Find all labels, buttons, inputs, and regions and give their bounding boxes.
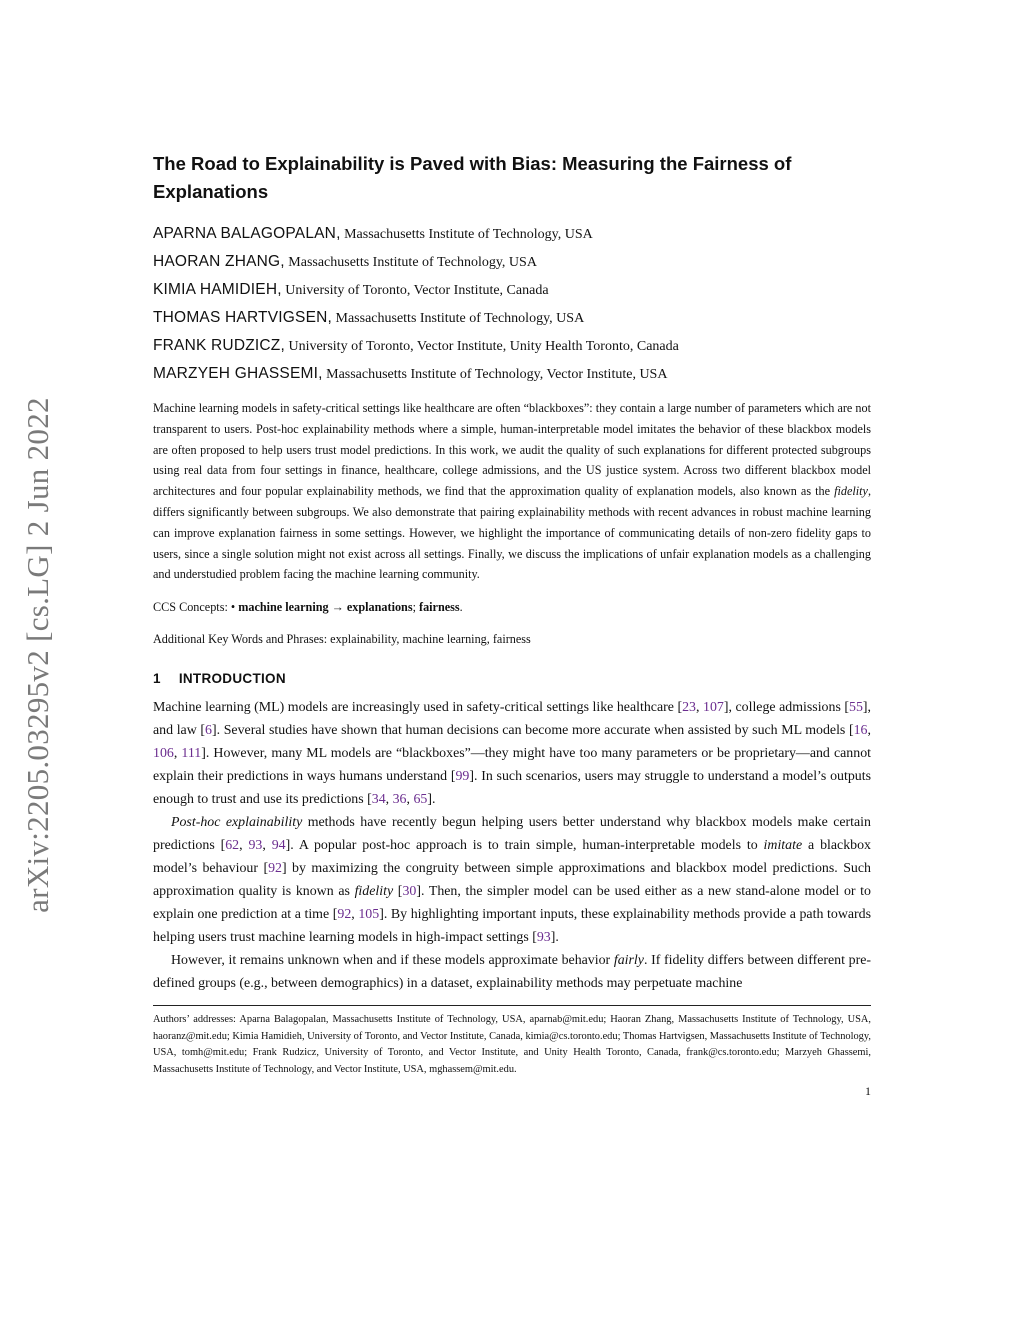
emphasis: Post-hoc explainability	[171, 815, 303, 831]
text: a blackbox model’s behaviour [	[153, 838, 871, 877]
citation-link[interactable]: 36	[392, 792, 407, 808]
author-name: APARNA BALAGOPALAN,	[153, 225, 341, 242]
text: ,	[239, 838, 249, 854]
text: [	[393, 884, 403, 900]
text: ,	[867, 723, 871, 739]
emphasis: imitate	[763, 838, 803, 854]
text: ,	[695, 700, 703, 716]
paper-title: The Road to Explainability is Paved with Bias: Measuring the Fairness of Explanations	[153, 153, 792, 202]
citation-link[interactable]: 55	[849, 700, 863, 716]
author-name: MARZYEH GHASSEMI,	[153, 365, 323, 382]
author-affiliation: Massachusetts Institute of Technology, USA	[288, 255, 537, 270]
text: ]. Then, the simpler model can be used either as a new stand-alone model or to explain one prediction at a time [	[153, 884, 871, 923]
citation-link[interactable]: 105	[358, 907, 380, 923]
author-entry	[153, 360, 871, 388]
ccs-end: .	[459, 600, 463, 615]
text: Machine learning (ML) models are increasingly used in safety-critical settings like healthcare [	[153, 700, 683, 716]
text: However, it remains unknown when and if these models approximate behavior	[171, 953, 614, 969]
text: ]. A popular post-hoc approach is to train simple, human-interpretable models to	[285, 838, 764, 854]
author-name: FRANK RUDZICZ,	[153, 337, 285, 354]
citation-link[interactable]: 92	[268, 861, 282, 877]
paragraph	[153, 811, 871, 949]
abstract-text: , differs significantly between subgroups. We also demonstrate that pairing explainability methods with recent advances in robust machine learning can improve explanation fairness in some settings. However, we highlight the importance of communicating details of non-zero fidelity gaps to users, since a single solution might not exist across all settings. Finally, we discuss the implications of unfair explanation models as a challenging and understudied problem facing the machine learning community.	[153, 484, 871, 582]
author-affiliation: University of Toronto, Vector Institute, Canada	[285, 283, 549, 298]
text: ]. However, many ML models are “blackboxes”—they might have too many parameters or be proprietary—and cannot explain their predictions in ways humans understand [	[153, 746, 872, 785]
citation-link[interactable]: 93	[536, 930, 551, 946]
citation-link[interactable]: 106	[153, 746, 174, 762]
section-number: 1	[153, 671, 161, 687]
text: . If fidelity differs between different pre-defined groups (e.g., between demographics) in a dataset, explainability methods may perpetuate machine	[153, 953, 871, 992]
citation-link[interactable]: 6	[205, 723, 212, 739]
footnote-divider	[153, 1005, 871, 1006]
ccs-label: CCS Concepts: •	[153, 600, 239, 615]
text: methods have recently begun helping users better understand why blackbox models make certain predictions [	[153, 815, 871, 854]
author-addresses-footnote: Authors’ addresses: Aparna Balagopalan, Massachusetts Institute of Technology, USA, aparnab@mit.edu; Haoran Zhang, Massachusetts Institute of Technology, USA, haoranz@mit.edu; Kimia Hamidieh, University of Toronto, and Vector Institute, Canada, kimia@cs.toronto.edu; Thomas Hartvigsen, Massachusetts Institute of Technology, USA, tomh@mit.edu; Frank Rudzicz, University of Toronto, and Vector Institute, and Unity Health Toronto, Canada, frank@cs.toronto.edu; Marzyeh Ghassemi, Massachusetts Institute of Technology, and Vector Institute, USA, mghassem@mit.edu.	[153, 1014, 871, 1075]
text: ]. By highlighting important inputs, these explainability methods provide a path towards helping users trust machine learning models in high-impact settings [	[153, 907, 871, 946]
text: ,	[262, 838, 272, 854]
text: ,	[385, 792, 393, 808]
emphasis: fidelity	[354, 884, 394, 900]
emphasis: fairly	[613, 953, 644, 969]
citation-link[interactable]: 65	[413, 792, 428, 808]
citation-link[interactable]: 111	[181, 746, 202, 762]
ccs-concept: machine learning	[238, 600, 329, 615]
page-number: 1	[865, 1084, 871, 1099]
citation-link[interactable]: 94	[271, 838, 286, 854]
text: ]. In such scenarios, users may struggle to understand a model’s outputs enough to trust and use its predictions [	[153, 769, 871, 808]
text: ]. Several studies have shown that human decisions can become more accurate when assisted by such ML models [	[211, 723, 854, 739]
author-name: HAORAN ZHANG,	[153, 253, 285, 270]
abstract-emphasis: fidelity	[834, 484, 868, 499]
section-title: INTRODUCTION	[178, 671, 286, 687]
author-name: KIMIA HAMIDIEH,	[153, 281, 282, 298]
text: ].	[550, 930, 559, 946]
text: ,	[351, 907, 359, 923]
arxiv-id: arXiv:2205.03295v2 [cs.LG] 2 Jun 2022	[20, 397, 55, 913]
section-heading	[153, 671, 871, 686]
author-entry	[153, 220, 871, 248]
text: ,	[173, 746, 182, 762]
paragraph	[153, 696, 871, 811]
ccs-arrow: →	[328, 600, 347, 615]
author-affiliation: Massachusetts Institute of Technology, USA	[344, 227, 593, 242]
citation-link[interactable]: 23	[682, 700, 696, 716]
body-text	[153, 696, 871, 995]
citation-link[interactable]: 62	[225, 838, 240, 854]
abstract	[153, 398, 871, 585]
ccs-concept: explanations	[346, 600, 413, 615]
paragraph	[153, 949, 871, 995]
author-entry	[153, 332, 871, 360]
ccs-concept: fairness	[419, 600, 460, 615]
citation-link[interactable]: 93	[248, 838, 263, 854]
text: ], college admissions [	[723, 700, 849, 716]
author-entry	[153, 276, 871, 304]
citation-link[interactable]: 30	[402, 884, 417, 900]
text: ], and law [	[153, 700, 871, 739]
keywords: Additional Key Words and Phrases: explainability, machine learning, fairness	[153, 632, 531, 647]
citation-link[interactable]: 107	[703, 700, 724, 716]
citation-link[interactable]: 99	[455, 769, 470, 785]
ccs-concepts	[153, 597, 871, 617]
text: ].	[427, 792, 436, 808]
text: ,	[406, 792, 414, 808]
author-list	[153, 220, 871, 388]
citation-link[interactable]: 16	[853, 723, 868, 739]
author-entry	[153, 304, 871, 332]
author-entry	[153, 248, 871, 276]
author-name: THOMAS HARTVIGSEN,	[153, 309, 333, 326]
author-affiliation: Massachusetts Institute of Technology, USA	[335, 311, 585, 326]
arxiv-stamp	[8, 380, 68, 930]
author-affiliation: Massachusetts Institute of Technology, Vector Institute, USA	[326, 367, 668, 382]
citation-link[interactable]: 34	[371, 792, 386, 808]
paper-page	[153, 150, 871, 1099]
text: ] by maximizing the congruity between simple approximations and blackbox model predictions. Such approximation quality is known as	[153, 861, 871, 900]
ccs-separator: ;	[412, 600, 420, 615]
abstract-text: Machine learning models in safety-critical settings like healthcare are often “blackboxes”: they contain a large number of parameters which are not transparent to users. Post-hoc explainability methods where a simple, human-interpretable model imitates the behavior of these blackbox models are often proposed to help users trust model predictions. In this work, we audit the quality of such explanations for different protected subgroups using real data from four settings in finance, healthcare, college admissions, and the US justice system. Across two different blackbox model architectures and four popular explainability methods, we find that the approximation quality of explanation models, also known as the	[153, 401, 871, 499]
author-affiliation: University of Toronto, Vector Institute, Unity Health Toronto, Canada	[288, 339, 679, 354]
citation-link[interactable]: 92	[337, 907, 352, 923]
